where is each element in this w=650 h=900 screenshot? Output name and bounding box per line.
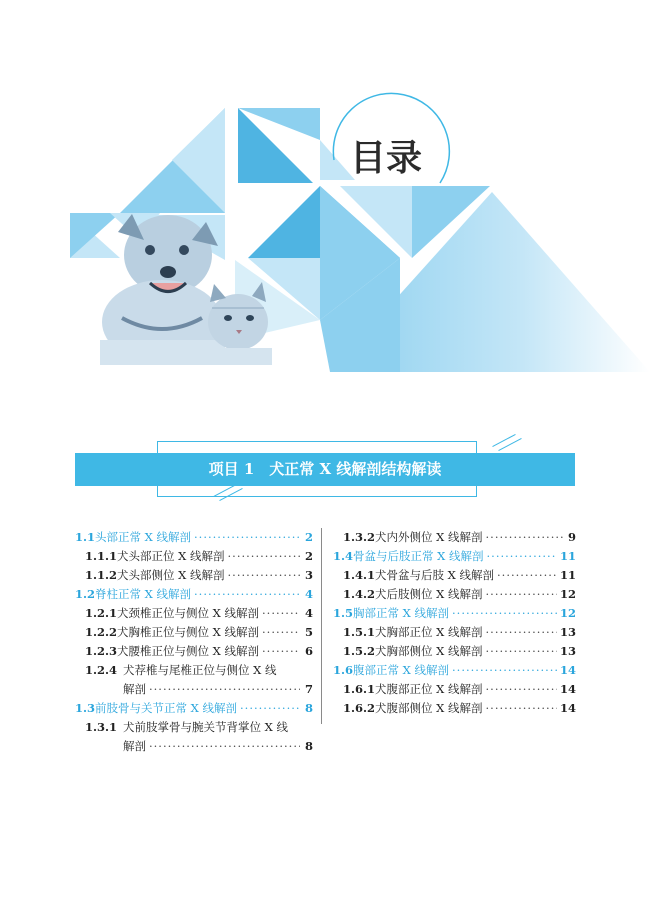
project-banner [75,430,575,500]
toc-entry-number: 1.1 [75,530,96,544]
toc-leader-dots [486,623,557,642]
toc-entry-number: 1.6.1 [343,682,376,696]
toc-page-number: 4 [304,606,313,620]
toc-leader-dots [486,642,557,661]
toc-entry-number: 1.2.2 [85,625,118,639]
toc-entry-title: 犬胸椎正位与侧位 X 线解剖 [117,625,260,639]
toc-entry[interactable] [75,547,313,566]
toc-entry-title: 犬头部正位 X 线解剖 [117,549,225,563]
toc-page-number: 12 [559,606,576,620]
toc-entry-title: 犬骨盆与后肢 X 线解剖 [375,568,495,582]
toc-page-number: 4 [304,587,313,601]
toc-entry-title: 头部正常 X 线解剖 [95,530,192,544]
toc-leader-dots [240,699,300,718]
toc-page-number: 7 [304,682,313,696]
toc-entry-number: 1.2.3 [85,644,118,658]
toc-leader-dots [228,566,300,585]
toc-entry-title: 解剖 [123,739,146,753]
toc-entry[interactable] [75,642,313,661]
toc-page-number: 14 [559,663,576,677]
toc-section-entry[interactable] [75,699,313,718]
toc-leader-dots [262,623,300,642]
toc-entry-title: 前肢骨与关节正常 X 线解剖 [95,701,238,715]
toc-entry-number: 1.2 [75,587,96,601]
toc-entry-number: 1.5.1 [343,625,376,639]
toc-page-number: 2 [304,530,313,544]
toc-entry[interactable] [333,642,576,661]
toc-page-number: 11 [559,549,576,563]
toc-leader-dots [487,547,557,566]
toc-entry-title: 犬腹部正位 X 线解剖 [375,682,483,696]
toc-entry-title: 犬腹部侧位 X 线解剖 [375,701,483,715]
toc-entry-number: 1.5 [333,606,354,620]
toc-section-entry[interactable] [333,604,576,623]
project-title: 项目 1 犬正常 X 线解剖结构解读 [75,453,575,486]
toc-entry-title: 犬后肢侧位 X 线解剖 [375,587,483,601]
toc-entry[interactable] [75,718,313,737]
page-title: 目录 [350,138,423,179]
toc-page-number: 14 [559,682,576,696]
toc-entry[interactable] [75,737,313,756]
toc-leader-dots [452,661,557,680]
toc-right-column [333,528,576,718]
toc-entry[interactable] [333,566,576,585]
toc-page-number: 6 [304,644,313,658]
toc-leader-dots [194,528,300,547]
toc-page-number: 14 [559,701,576,715]
toc-entry-title: 腹部正常 X 线解剖 [353,663,450,677]
toc-page-number: 8 [304,739,313,753]
toc-page-number: 3 [304,568,313,582]
toc-entry-number: 1.3.1 [85,720,118,734]
toc-leader-dots [149,680,300,699]
toc-section-entry[interactable] [75,528,313,547]
toc-page-number: 13 [559,625,576,639]
toc-entry-title: 犬胸部正位 X 线解剖 [375,625,483,639]
toc-entry-number: 1.4.1 [343,568,376,582]
toc-entry[interactable] [333,680,576,699]
toc-leader-dots [262,642,300,661]
toc-entry-number: 1.2.1 [85,606,118,620]
toc-entry-number: 1.4.2 [343,587,376,601]
toc-entry-title: 犬腰椎正位与侧位 X 线解剖 [117,644,260,658]
toc-page-number: 12 [559,587,576,601]
toc-leader-dots [262,604,300,623]
toc-page-number: 11 [559,568,576,582]
header-illustration [0,0,650,400]
toc-page-number: 2 [304,549,313,563]
toc-entry[interactable] [75,566,313,585]
toc-entry-number: 1.3.2 [343,530,376,544]
column-divider [321,528,322,724]
toc-entry-title: 犬颈椎正位与侧位 X 线解剖 [117,606,260,620]
toc-leader-dots [149,737,300,756]
toc-leader-dots [486,680,557,699]
toc-leader-dots [452,604,557,623]
toc-entry-number: 1.1.1 [85,549,118,563]
toc-entry-title: 犬荐椎与尾椎正位与侧位 X 线 [123,663,277,677]
toc-entry[interactable] [333,528,576,547]
toc-entry[interactable] [75,604,313,623]
toc-leader-dots [228,547,300,566]
toc-leader-dots [486,585,557,604]
toc-page-number: 9 [567,530,576,544]
toc-entry-number: 1.5.2 [343,644,376,658]
toc-page-number: 13 [559,644,576,658]
toc-entry-title: 犬前肢掌骨与腕关节背掌位 X 线 [123,720,288,734]
banner-slash [492,434,515,447]
toc-entry-title: 犬头部侧位 X 线解剖 [117,568,225,582]
toc-entry[interactable] [75,680,313,699]
toc-section-entry[interactable] [333,661,576,680]
toc-leader-dots [486,699,557,718]
toc-section-entry[interactable] [75,585,313,604]
toc-entry[interactable] [333,585,576,604]
toc-entry-number: 1.3 [75,701,96,715]
toc-entry[interactable] [75,623,313,642]
banner-frame-bottom [157,486,477,497]
toc-entry-title: 犬胸部侧位 X 线解剖 [375,644,483,658]
toc-entry-number: 1.6.2 [343,701,376,715]
toc-entry-number: 1.6 [333,663,354,677]
toc-section-entry[interactable] [333,547,576,566]
toc-leader-dots [486,528,563,547]
toc-leader-dots [194,585,300,604]
toc-entry-title: 骨盆与后肢正常 X 线解剖 [353,549,484,563]
cat-photo [208,282,272,365]
toc-entry[interactable] [75,661,313,680]
dog-photo [100,214,225,365]
toc-entry-title: 犬内外侧位 X 线解剖 [375,530,483,544]
toc-leader-dots [497,566,557,585]
toc-entry[interactable] [333,623,576,642]
toc-entry-number: 1.4 [333,549,354,563]
toc-page-number: 5 [304,625,313,639]
toc-page-number: 8 [304,701,313,715]
toc-entry-title: 脊柱正常 X 线解剖 [95,587,192,601]
toc-entry-title: 胸部正常 X 线解剖 [353,606,450,620]
toc-left-column [75,528,313,756]
toc-entry-title: 解剖 [123,682,146,696]
toc-entry[interactable] [333,699,576,718]
toc-entry-number: 1.2.4 [85,663,118,677]
toc-entry-number: 1.1.2 [85,568,118,582]
